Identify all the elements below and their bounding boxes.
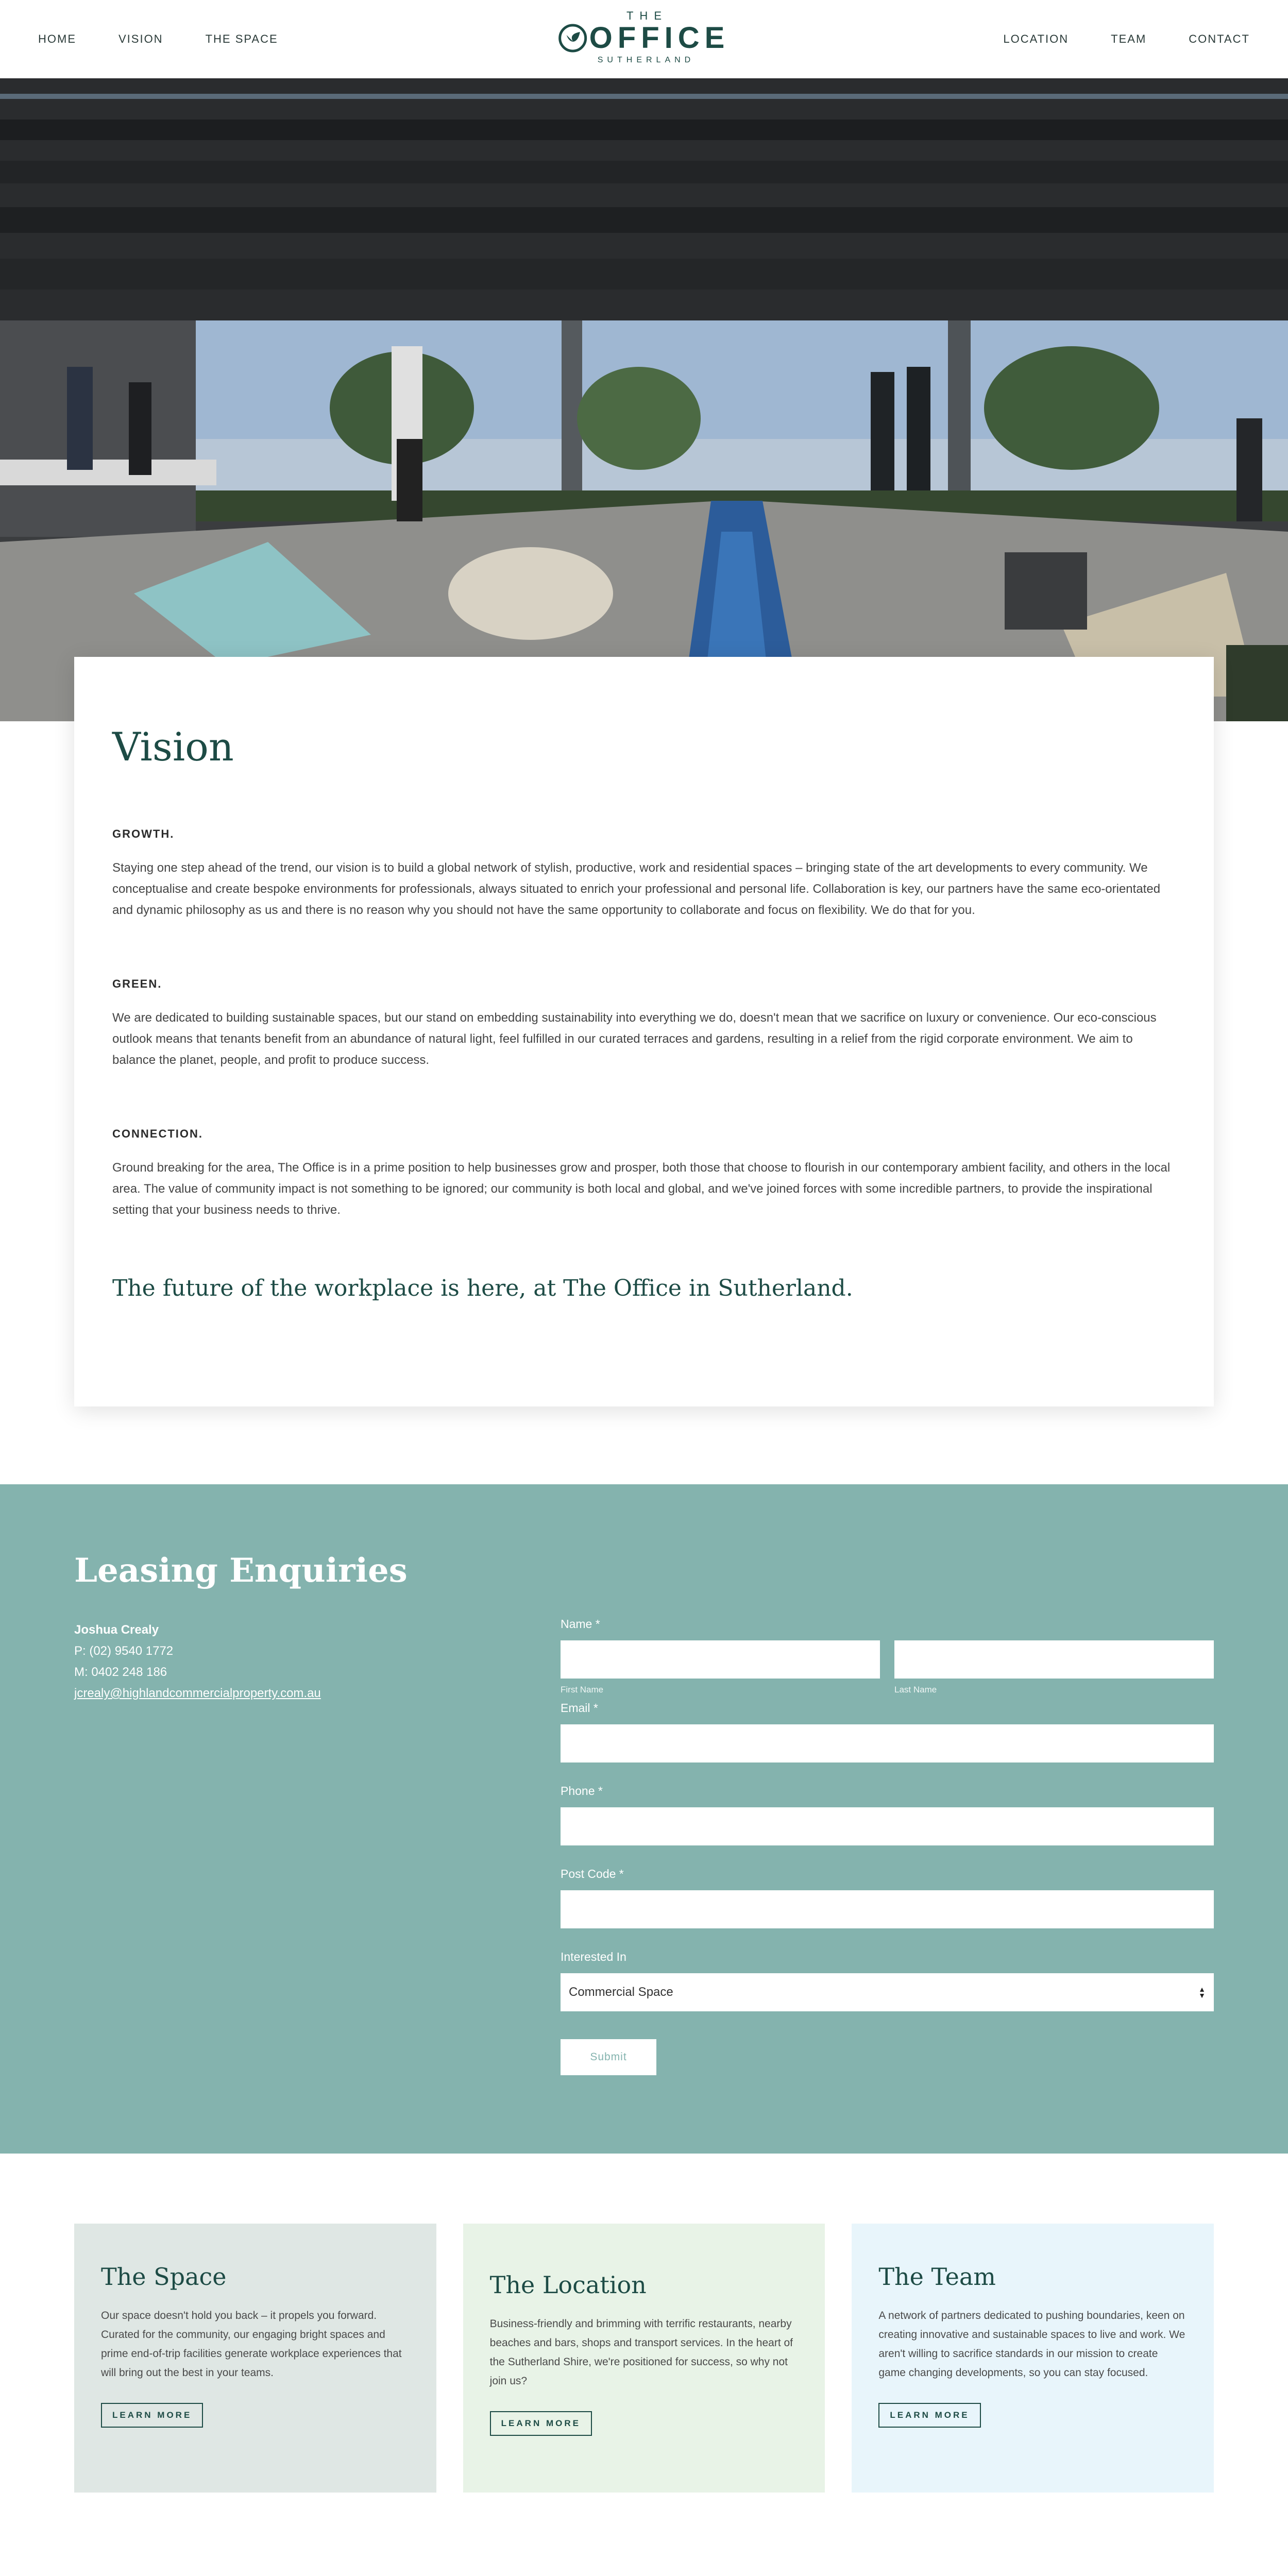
nav-team[interactable]: TEAM — [1111, 32, 1147, 45]
contact-name: Joshua Crealy — [74, 1623, 159, 1637]
vision-quote: The future of the workplace is here, at The Office in Sutherland. — [112, 1275, 853, 1301]
nav-left — [38, 32, 278, 46]
email-field[interactable] — [561, 1724, 1214, 1762]
phone-label: Phone * — [561, 1784, 603, 1798]
contact-mobile: M: 0402 248 186 — [74, 1665, 167, 1679]
card-text: Our space doesn't hold you back – it propels you forward. Curated for the community, our engaging bright spaces and prime end-of-trip facilities generate workplace experiences that will bring out the best in your teams. — [101, 2310, 402, 2379]
card-the-space — [74, 2224, 436, 2493]
growth-text: Staying one step ahead of the trend, our vision is to build a global network of stylish, productive, work and residential spaces – bringing state of the art developments to every community. We conceptualise and create bespoke environments for professionals, always situated to enrich your professional and personal life. Collaboration is key, our partners have the same eco-orientated and dynamic philosophy as us and there is no reason why you should not have the same opportunity to collaborate and focus on flexibility. We do that for you. — [112, 861, 1161, 917]
logo-the: THE — [626, 9, 668, 22]
enquiry-form — [561, 1617, 1214, 2075]
first-name-field[interactable] — [561, 1640, 880, 1679]
card-text: Business-friendly and brimming with terrific restaurants, nearby beaches and bars, shops and transport services. In the heart of the Sutherland Shire, we're positioned for success, so why not join us? — [489, 2318, 793, 2387]
vision-title: Vision — [112, 724, 234, 770]
nav-location[interactable]: LOCATION — [1003, 32, 1069, 45]
site-header — [0, 0, 1288, 78]
interested-value: Commercial Space — [569, 1985, 673, 1999]
first-name-caption: First Name — [561, 1685, 604, 1694]
last-name-caption: Last Name — [894, 1685, 937, 1694]
learn-more-button[interactable]: LEARN MORE — [490, 2411, 592, 2436]
feature-cards — [74, 2224, 1214, 2493]
nav-the-space[interactable]: THE SPACE — [205, 32, 278, 45]
nav-right — [1003, 32, 1250, 46]
green-heading: GREEN. — [112, 977, 162, 990]
postcode-field[interactable] — [561, 1890, 1214, 1928]
learn-more-button[interactable]: LEARN MORE — [878, 2403, 980, 2428]
logo-sub: SUTHERLAND — [597, 56, 695, 64]
submit-button[interactable]: Submit — [561, 2039, 656, 2075]
select-arrows-icon: ▲ ▼ — [1198, 1985, 1206, 1999]
leaf-icon — [558, 24, 587, 53]
card-text: A network of partners dedicated to pushing boundaries, keen on creating innovative and sustainable spaces to live and work. We aren't willing to sacrifice standards in our mission to create game changing developments, so you can stay focused. — [878, 2310, 1185, 2379]
nav-vision[interactable]: VISION — [118, 32, 163, 45]
hero-image — [0, 78, 1288, 721]
name-label: Name * — [561, 1617, 600, 1631]
phone-field[interactable] — [561, 1807, 1214, 1845]
postcode-label: Post Code * — [561, 1867, 624, 1880]
card-title: The Space — [101, 2263, 227, 2291]
logo-word: OFFICE — [589, 21, 730, 55]
vision-card — [74, 657, 1214, 1406]
interested-select[interactable] — [561, 1973, 1214, 2011]
connection-text: Ground breaking for the area, The Office is in a prime position to help businesses grow and prosper, both those that choose to flourish in our contemporary ambient facility, and others in the local area. The value of community impact is not something to be ignored; our community is both local and global, and we've joined forces with some incredible partners, to provide the inspirational setting that your business needs to thrive. — [112, 1161, 1171, 1217]
card-the-team — [852, 2224, 1214, 2493]
contact-details — [74, 1619, 321, 1704]
last-name-field[interactable] — [894, 1640, 1214, 1679]
interested-label: Interested In — [561, 1950, 626, 1963]
rooftop-terrace-illustration — [0, 78, 1288, 721]
contact-phone: P: (02) 9540 1772 — [74, 1644, 174, 1658]
leasing-section — [0, 1484, 1288, 2154]
connection-heading: CONNECTION. — [112, 1127, 203, 1140]
nav-contact[interactable]: CONTACT — [1189, 32, 1250, 45]
card-title: The Team — [878, 2263, 996, 2291]
card-the-location — [463, 2224, 825, 2493]
learn-more-button[interactable]: LEARN MORE — [101, 2403, 203, 2428]
growth-heading: GROWTH. — [112, 827, 175, 840]
site-logo[interactable] — [558, 9, 730, 65]
contact-email-link[interactable]: jcrealy@highlandcommercialproperty.com.au — [74, 1686, 321, 1700]
card-title: The Location — [489, 2271, 647, 2299]
leasing-title: Leasing Enquiries — [74, 1551, 408, 1590]
email-label: Email * — [561, 1701, 598, 1715]
nav-home[interactable]: HOME — [38, 32, 76, 45]
green-text: We are dedicated to building sustainable spaces, but our stand on embedding sustainability into everything we do, doesn't mean that we sacrifice on luxury or convenience. Our eco-conscious outlook means that tenants benefit from an abundance of natural light, feel fulfilled in our curated terraces and gardens, resulting in a relief from the rigid corporate environment. We aim to balance the planet, people, and profit to produce success. — [112, 1011, 1157, 1067]
